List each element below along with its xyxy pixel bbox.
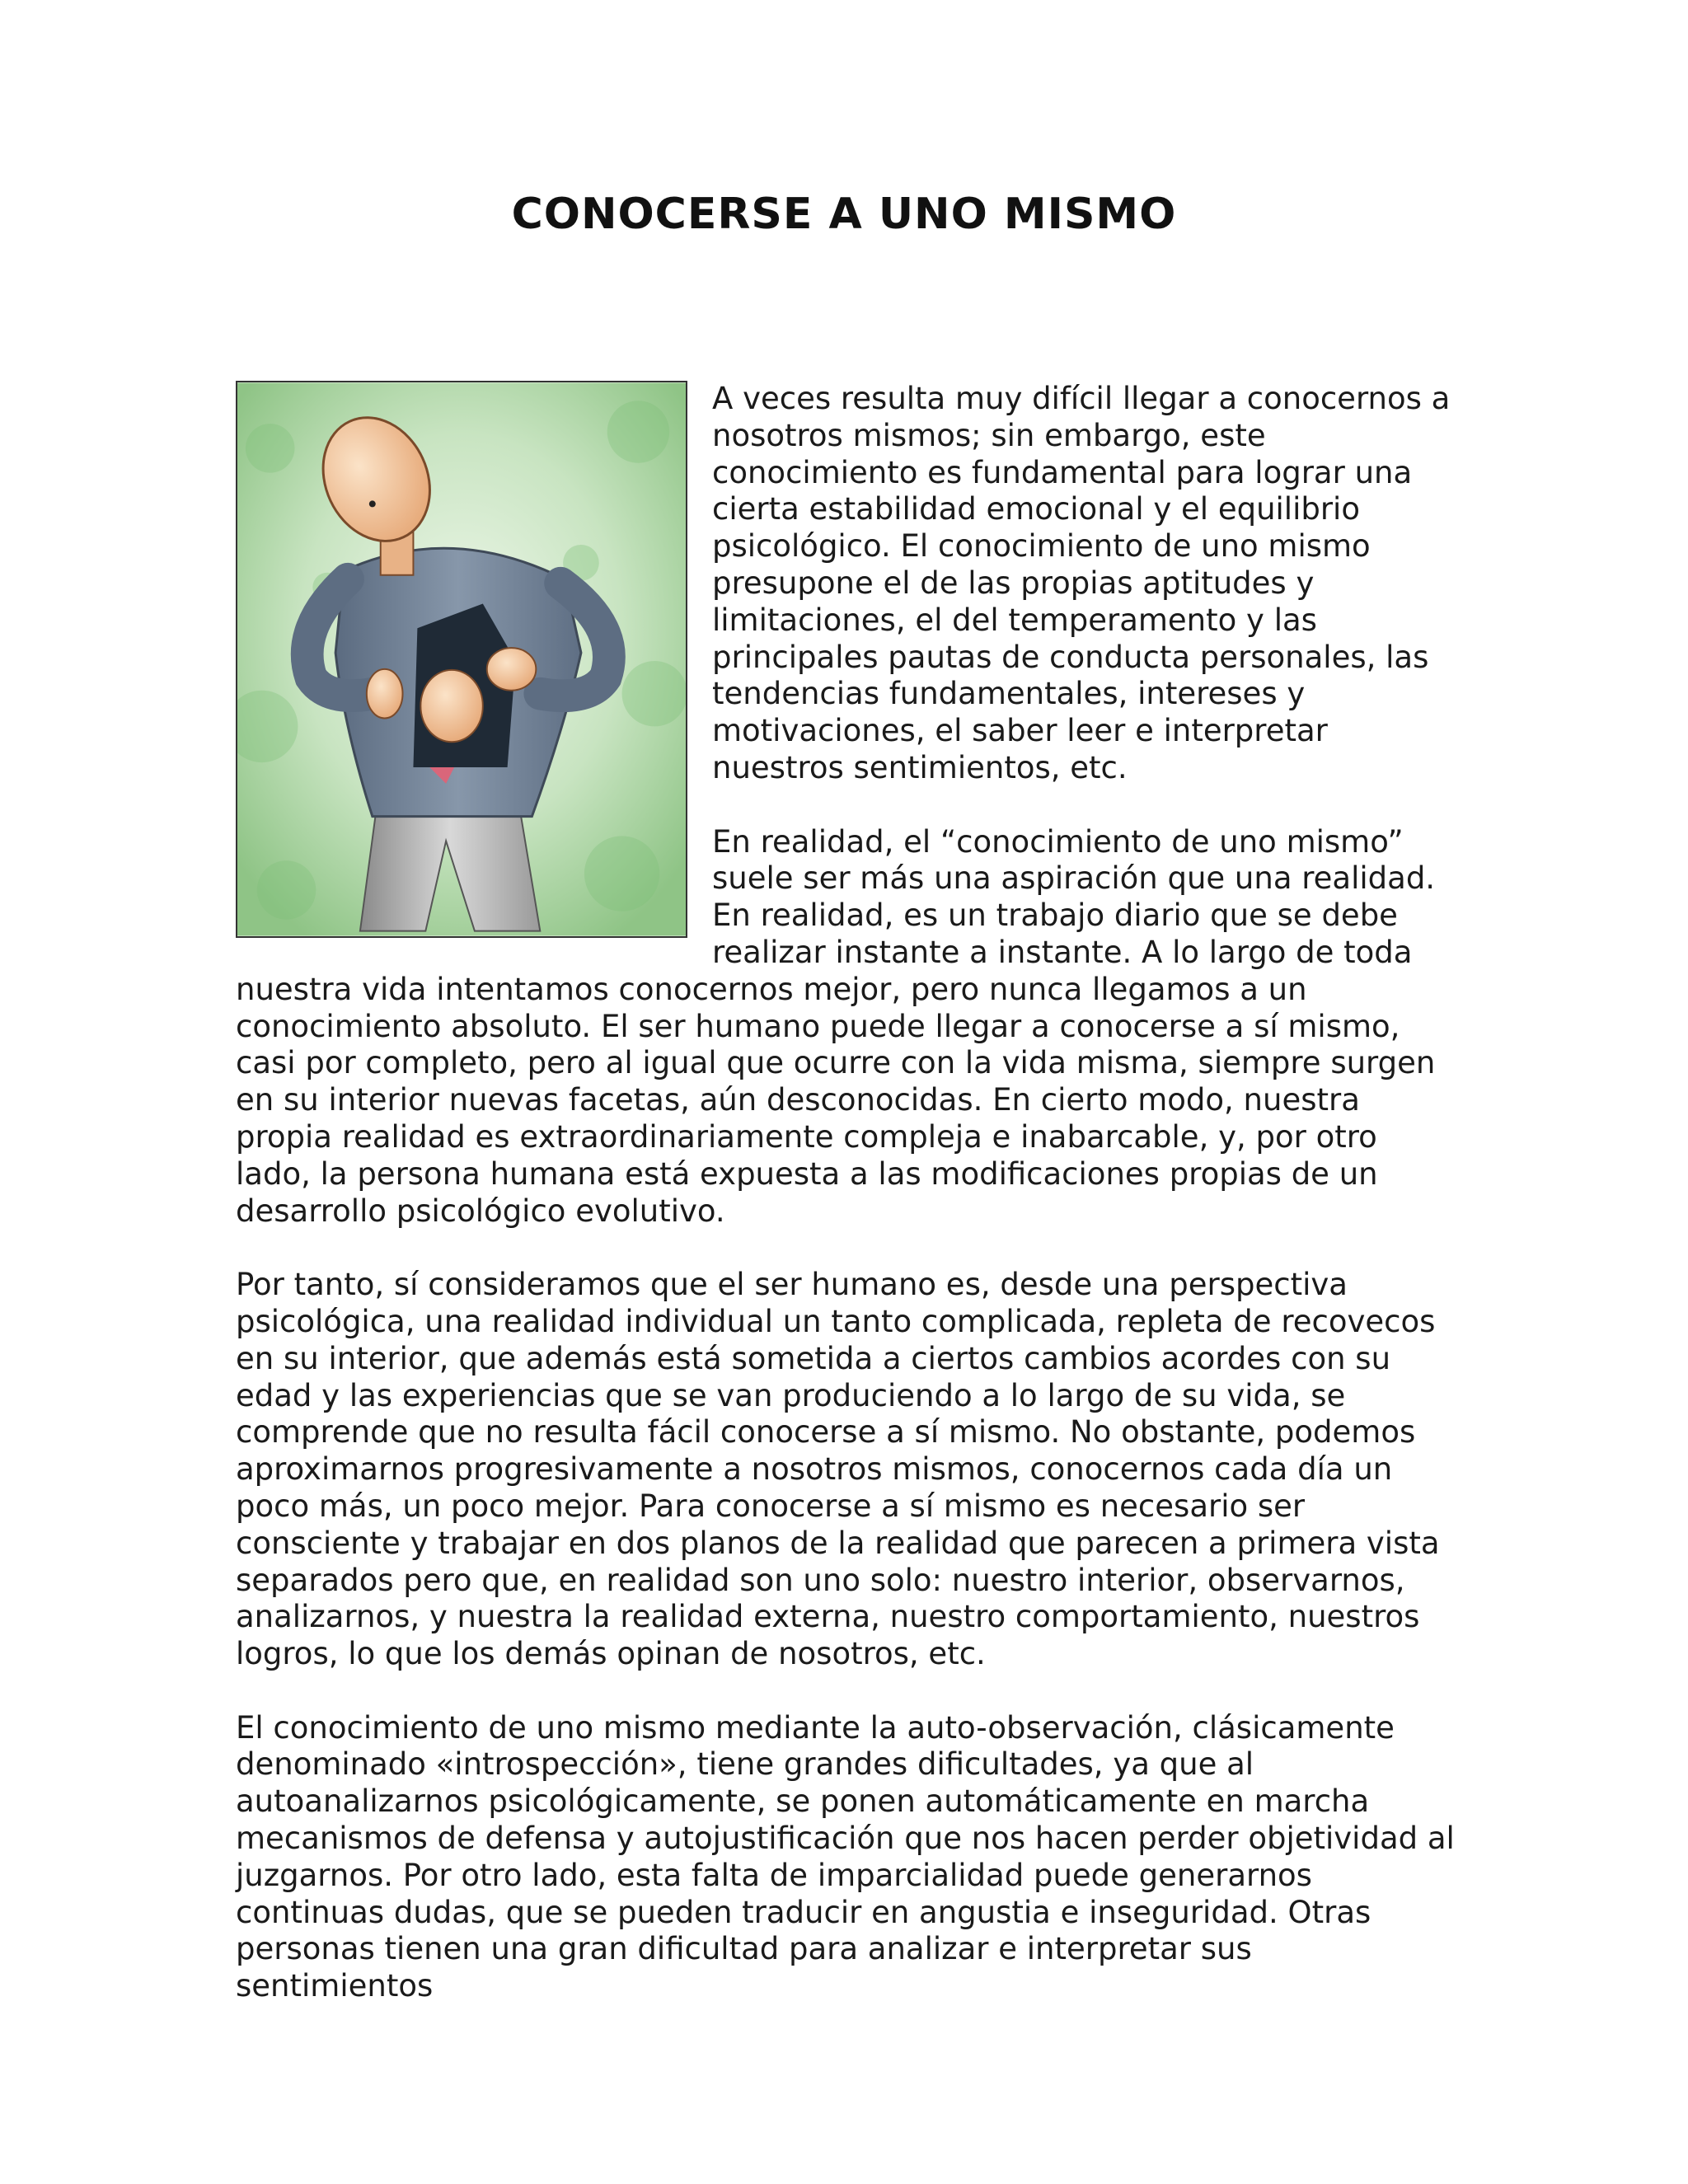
paragraph-2: En realidad, el “conocimiento de uno mismo” suele ser más una aspiración que una realidad. En realidad, es un trabajo diario que se debe realizar instante a instante. A lo largo de toda nuestra vida intentamos conocernos mejor, pero nunca llegamos a un conocimiento absoluto. El ser humano puede llegar a conocerse a sí mismo, casi por completo, pero al igual que ocurre con la vida misma, siempre surgen en su interior nuevas facetas, aún desconocidas. En cierto modo, nuestra propia realidad es extraordinariamente compleja e inabarcable, y, por otro lado, la persona humana está expuesta a las modificaciones propias de un desarrollo psicológico evolutivo. (236, 823, 1436, 1229)
illustration-drawing (237, 382, 686, 936)
paragraph-4: El conocimiento de uno mismo mediante la auto-observación, clásicamente denominado «introspección», tiene grandes dificultades, ya que al autoanalizarnos psicológicamente, se ponen automáticamente en marcha mecanismos de defensa y autojustificación que nos hacen perder objetividad al juzgarnos. Por otro lado, esta falta de imparcialidad puede generarnos continuas dudas, que se pueden traducir en angustia e inseguridad. Otras personas tienen una gran dificultad para analizar e interpretar sus sentimientos (236, 1709, 1455, 2004)
page-title: CONOCERSE A UNO MISMO (511, 190, 1177, 239)
document-body (236, 381, 1456, 2005)
paragraph-1: A veces resulta muy difícil llegar a conocernos a nosotros mismos; sin embargo, este conocimiento es fundamental para lograr una cierta estabilidad emocional y el equilibrio psicológico. El conocimiento de uno mismo presupone el de las propias aptitudes y limitaciones, el del temperamento y las principales pautas de conducta personales, las tendencias fundamentales, intereses y motivaciones, el saber leer e interpretar nuestros sentimientos, etc. (712, 381, 1451, 785)
illustration-self-knowledge (236, 381, 687, 938)
paragraph-3: Por tanto, sí consideramos que el ser humano es, desde una perspectiva psicológica, una realidad individual un tanto complicada, repleta de recovecos en su interior, que además está sometida a ciertos cambios acordes con su edad y las experiencias que se van produciendo a lo largo de su vida, se comprende que no resulta fácil conocerse a sí mismo. No obstante, podemos aproximarnos progresivamente a nosotros mismos, conocernos cada día un poco más, un poco mejor. Para conocerse a sí mismo es necesario ser consciente y trabajar en dos planos de la realidad que parecen a primera vista separados pero que, en realidad son uno solo: nuestro interior, observarnos, analizarnos, y nuestra la realidad externa, nuestro comportamiento, nuestros logros, lo que los demás opinan de nosotros, etc. (236, 1267, 1440, 1672)
